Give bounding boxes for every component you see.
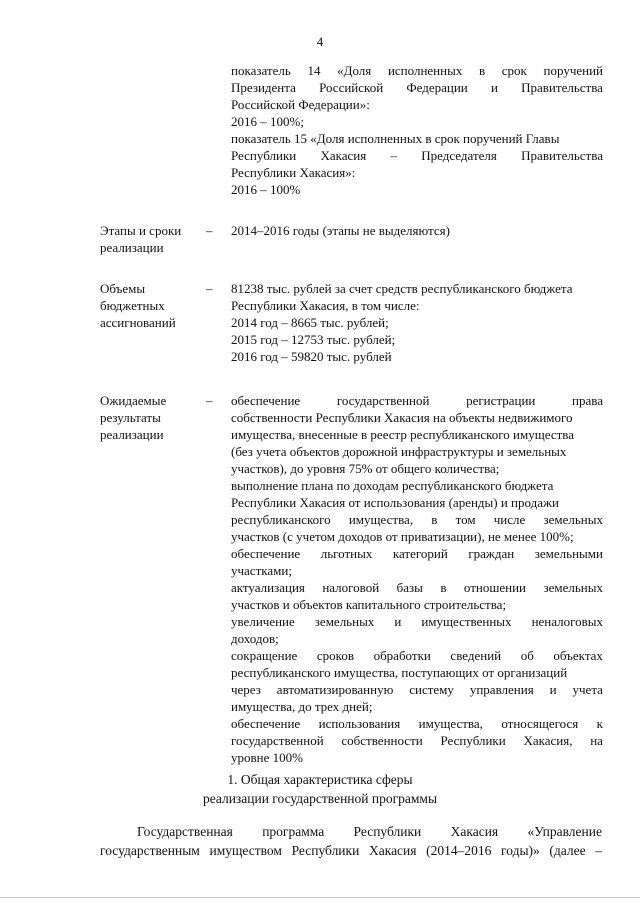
word: 81238 тыс. рублей за счет средств республиканского бюджета: [231, 281, 573, 296]
label-line: реализации: [100, 427, 164, 442]
word: использования: [318, 716, 401, 731]
text-line: [231, 664, 603, 681]
word: Республики: [440, 733, 506, 748]
word: в: [440, 580, 447, 595]
word: управления: [469, 682, 534, 697]
word: Хакасия: [368, 843, 417, 858]
word: государственной: [336, 393, 430, 408]
word: Хакасия: [320, 148, 367, 163]
word: Президента: [231, 80, 296, 95]
word: Хакасия,: [523, 733, 573, 748]
page-bottom-edge: [0, 897, 640, 898]
word: исполненных: [387, 63, 463, 78]
row-label: [100, 280, 200, 331]
text-line: [231, 460, 603, 477]
word: «Управление: [527, 824, 602, 839]
text-line: [231, 130, 603, 147]
text-line: [231, 494, 603, 511]
word: доходов;: [231, 631, 279, 646]
word: Правительства: [521, 80, 603, 95]
word: неналоговых: [531, 614, 603, 629]
text-line: [231, 164, 603, 181]
word: объектах: [553, 648, 603, 663]
text-line: [231, 426, 603, 443]
label-line: Ожидаемые: [100, 393, 167, 408]
word: обеспечение: [231, 716, 301, 731]
word: автоматизированную: [276, 682, 394, 697]
word: граждан: [468, 546, 515, 561]
word: Республики Хакасия, в том числе:: [231, 298, 420, 313]
word: в: [431, 512, 438, 527]
row-content: [231, 392, 603, 766]
word: имущества, до трех дней;: [231, 699, 373, 714]
text-line: [231, 62, 603, 79]
text-line: [231, 181, 603, 198]
word: обработки: [373, 648, 431, 663]
word: в: [478, 63, 486, 78]
label-line: результаты: [100, 410, 161, 425]
text-line: [100, 822, 602, 841]
text-line: [231, 630, 603, 647]
text-line: [231, 732, 603, 749]
word: и: [394, 614, 402, 629]
text-line: [231, 681, 603, 698]
word: налоговой: [322, 580, 380, 595]
label-line: ассигнований: [100, 315, 176, 330]
word: Государственная: [137, 824, 233, 839]
word: 2016 – 100%;: [231, 114, 304, 129]
heading-line: 1. Общая характеристика сферы: [227, 772, 413, 787]
section-heading: [0, 770, 640, 808]
word: участков), до уровня 75% от общего количества;: [231, 461, 500, 476]
word: 14: [307, 63, 321, 78]
word: и: [490, 80, 498, 95]
text-line: [231, 715, 603, 732]
word: Республики: [231, 148, 297, 163]
text-line: [231, 96, 603, 113]
text-line: [231, 79, 603, 96]
word: Правительства: [521, 148, 603, 163]
row-label: [100, 222, 200, 256]
word: уровне 100%: [231, 750, 303, 765]
row-content: [231, 222, 603, 239]
word: 2016 – 100%: [231, 182, 301, 197]
word: Хакасия: [450, 824, 499, 839]
word: республиканского имущества, поступающих от организаций: [231, 665, 568, 680]
word: республиканского: [231, 512, 331, 527]
word: категорий: [392, 546, 448, 561]
word: выполнение плана по доходам республиканского бюджета: [231, 478, 554, 493]
text-line: [231, 613, 603, 630]
word: имущества,: [418, 716, 483, 731]
word: права: [572, 393, 603, 408]
text-line: [231, 113, 603, 130]
word: обеспечение: [231, 546, 301, 561]
row-dash: –: [206, 393, 213, 408]
word: 2016 год – 59820 тыс. рублей: [231, 349, 392, 364]
word: срок: [501, 63, 527, 78]
row-content: [231, 280, 603, 365]
word: участков (с учетом доходов от приватизации), не менее 100%;: [231, 529, 574, 544]
text-line: [231, 280, 603, 297]
indicators-text: [231, 62, 603, 198]
word: программа: [262, 824, 325, 839]
word: собственности Республики Хакасия на объекты недвижимого: [231, 410, 573, 425]
word: имуществом: [209, 843, 282, 858]
label-line: Объемы: [100, 281, 146, 296]
word: годы)»: [501, 843, 540, 858]
word: земельными: [534, 546, 603, 561]
word: (без учета объектов дорожной инфраструктуры и земельных: [231, 444, 567, 459]
text-line: [231, 409, 603, 426]
text-line: [231, 579, 603, 596]
text-line: [100, 841, 602, 860]
word: имущества, внесенные в реестр республиканского имущества: [231, 427, 575, 442]
word: об: [520, 648, 534, 663]
word: Республики Хакасия от использования (аренды) и продажи: [231, 495, 559, 510]
word: имущества,: [348, 512, 414, 527]
word: (далее: [549, 843, 586, 858]
word: показатель 15 «Доля исполненных в срок поручений Главы: [231, 131, 560, 146]
text-line: [231, 545, 603, 562]
word: сроков: [316, 648, 354, 663]
word: земельных: [543, 580, 603, 595]
text-line: [231, 297, 603, 314]
word: государственной: [231, 733, 324, 748]
word: через: [231, 682, 261, 697]
word: Республики Хакасия»:: [231, 165, 356, 180]
word: увеличение: [231, 614, 295, 629]
word: собственности: [341, 733, 423, 748]
word: Председателя: [421, 148, 497, 163]
word: государственным: [100, 843, 200, 858]
word: участками;: [231, 563, 292, 578]
word: земельных: [543, 512, 603, 527]
text-line: [231, 562, 603, 579]
word: поручений: [543, 63, 603, 78]
word: на: [590, 733, 603, 748]
word: участков и объектов капитального строительства;: [231, 597, 507, 612]
word: Федерации: [406, 80, 468, 95]
text-line: [231, 147, 603, 164]
heading-line: реализации государственной программы: [202, 791, 438, 806]
word: показатель: [231, 63, 291, 78]
word: сокращение: [231, 648, 298, 663]
word: «Доля: [337, 63, 372, 78]
label-line: бюджетных: [100, 298, 165, 313]
row-label: [100, 392, 200, 443]
text-line: [231, 698, 603, 715]
word: регистрации: [466, 393, 536, 408]
word: –: [595, 843, 602, 858]
word: базы: [396, 580, 423, 595]
word: обеспечение: [231, 393, 301, 408]
word: учета: [572, 682, 603, 697]
word: льготных: [320, 546, 373, 561]
word: числе: [493, 512, 526, 527]
word: Республики: [353, 824, 422, 839]
text-line: [231, 314, 603, 331]
word: отношении: [463, 580, 527, 595]
text-line: [231, 477, 603, 494]
text-line: [231, 511, 603, 528]
word: Российской Федерации»:: [231, 97, 370, 112]
text-line: [231, 749, 603, 766]
text-line: [231, 596, 603, 613]
text-line: [231, 392, 603, 409]
text-line: [231, 528, 603, 545]
word: имущественных: [421, 614, 512, 629]
label-line: реализации: [100, 240, 164, 255]
word: Российской: [319, 80, 384, 95]
text-line: [231, 348, 603, 365]
word: актуализация: [231, 580, 305, 595]
word: том: [455, 512, 476, 527]
row-dash: –: [206, 223, 213, 238]
text-line: [231, 331, 603, 348]
text-line: [231, 222, 603, 239]
word: сведений: [450, 648, 502, 663]
row-dash: –: [206, 281, 213, 296]
word: Республики: [291, 843, 360, 858]
label-line: Этапы и сроки: [100, 223, 182, 238]
word: систему: [409, 682, 454, 697]
intro-paragraph: [100, 822, 602, 860]
word: –: [390, 148, 398, 163]
word: относящегося: [501, 716, 579, 731]
word: 2014 год – 8665 тыс. рублей;: [231, 315, 389, 330]
word: (2014–2016: [426, 843, 492, 858]
word: и: [549, 682, 557, 697]
word: к: [596, 716, 603, 731]
text-line: [231, 443, 603, 460]
word: земельных: [314, 614, 375, 629]
page-number: 4: [316, 34, 324, 49]
word: 2015 год – 12753 тыс. рублей;: [231, 332, 396, 347]
text-line: [231, 647, 603, 664]
word: 2014–2016 годы (этапы не выделяются): [231, 223, 450, 238]
